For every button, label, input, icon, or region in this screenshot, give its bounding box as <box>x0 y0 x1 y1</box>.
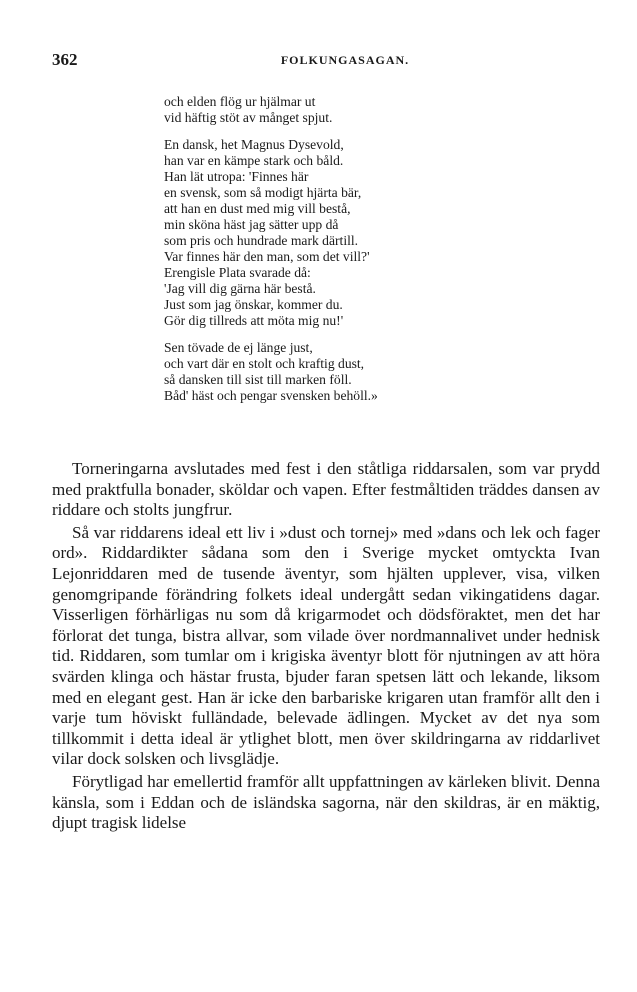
verse-line: en svensk, som så modigt hjärta bär, <box>164 185 362 200</box>
verse-line: Båd' häst och pengar svensken behöll.» <box>164 388 378 403</box>
running-title: FOLKUNGASAGAN. <box>280 53 410 67</box>
stanza <box>164 94 564 126</box>
stanza <box>164 340 564 404</box>
paragraph: Så var riddarens ideal ett liv i »dust och tornej» med »dans och lek och fager ord». Riddardikter sådana som den i Sverige mycket omtyckta Ivan Lejonriddaren med de tusende äventyr, som hjälten upplever, visa, vilken genomgripande förändring folkets ideal undergått sedan vikingatidens dagar. Visserligen förhärligas nu som då krigarmodet och dödsföraktet, men det har förlorat det tunga, bistra allvar, som vilade över nordmannalivet under hednisk tid. Riddaren, som tumlar om i krigiska äventyr blott för njutningen av att höra svärden klinga och hästar frusta, bjuder faran spetsen lätt och lekande, liksom med en elegant gest. Han är icke den barbariske krigaren utan framför allt den i varje tum höviskt fulländade, belevade ädlingen. Mycket av det nya som tillkommit i detta ideal är ytlighet blott, men över skildringarna av riddarlivet vilar dock solsken och livsglädje. <box>52 522 600 769</box>
verse-line: han var en kämpe stark och båld. <box>164 153 344 168</box>
verse-line: 'Jag vill dig gärna här bestå. <box>164 281 316 296</box>
verse-line: att han en dust med mig vill bestå, <box>164 201 351 216</box>
verse-line: Sen tövade de ej länge just, <box>164 340 313 355</box>
page-header <box>52 50 602 72</box>
verse-line: Just som jag önskar, kommer du. <box>164 297 343 312</box>
verse-line: vid häftig stöt av månget spjut. <box>164 110 333 125</box>
verse-line: Var finnes här den man, som det vill?' <box>164 249 370 264</box>
verse-line: min sköna häst jag sätter upp då <box>164 217 339 232</box>
page-number: 362 <box>52 50 78 69</box>
verse-line: En dansk, het Magnus Dysevold, <box>164 137 344 152</box>
verse-line: och elden flög ur hjälmar ut <box>164 94 316 109</box>
prose-body <box>52 459 600 834</box>
verse-line: och vart där en stolt och kraftig dust, <box>164 356 365 371</box>
verse-line: Gör dig tillreds att möta mig nu!' <box>164 313 344 328</box>
verse-line: Erengisle Plata svarade då: <box>164 265 311 280</box>
paragraph: Förytligad har emellertid framför allt uppfattningen av kärleken blivit. Denna känsla, som i Eddan och de isländska sagorna, när den skildras, är en mäktig, djupt tragisk lidelse <box>52 771 600 833</box>
verse-line: Han lät utropa: 'Finnes här <box>164 169 309 184</box>
verse-line: som pris och hundrade mark därtill. <box>164 233 359 248</box>
stanza <box>164 137 564 329</box>
verse-line: så dansken till sist till marken föll. <box>164 372 352 387</box>
paragraph: Torneringarna avslutades med fest i den ståtliga riddarsalen, som var prydd med praktfulla bonader, sköldar och vapen. Efter festmåltiden träddes dansen av riddare och stolts jungfrur. <box>52 459 600 520</box>
poem <box>164 94 564 415</box>
